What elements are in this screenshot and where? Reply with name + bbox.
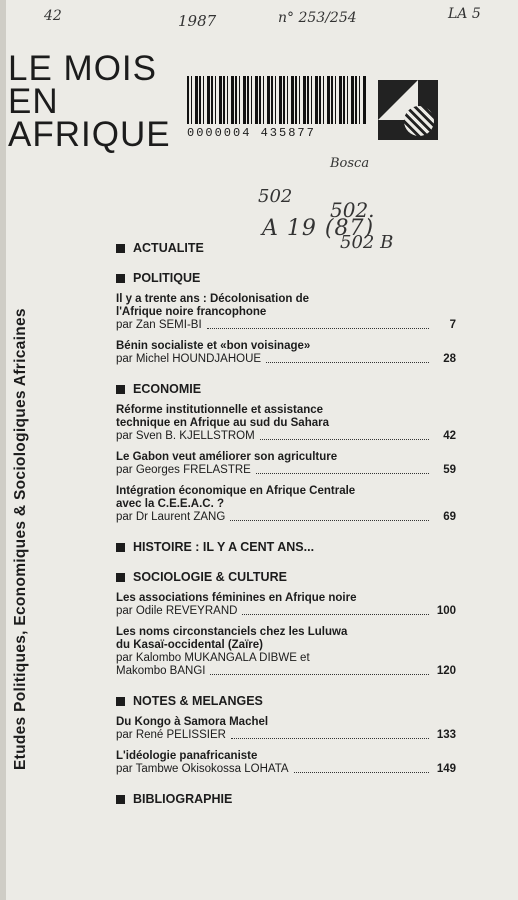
leader-dots <box>230 520 429 521</box>
article-author: par Dr Laurent ZANG <box>116 511 226 523</box>
article-title: Intégration économique en Afrique Centrale <box>116 485 356 497</box>
square-bullet-icon <box>116 244 125 253</box>
barcode <box>187 76 367 140</box>
section-heading: ECONOMIE <box>133 382 202 396</box>
leader-dots <box>294 772 429 773</box>
section-heading: NOTES & MELANGES <box>133 694 263 708</box>
article-author: par Sven B. KJELLSTROM <box>116 430 255 442</box>
toc-entry <box>116 293 456 332</box>
toc-section <box>116 792 456 806</box>
article-author: par René PELISSIER <box>116 729 226 741</box>
masthead-line: AFRIQUE <box>8 115 171 154</box>
article-title: avec la C.E.E.A.C. ? <box>116 498 225 510</box>
author-page-row <box>116 319 456 332</box>
handwritten-note-42: 42 <box>44 8 62 24</box>
article-author: par Kalombo MUKANGALA DIBWE et <box>116 652 310 664</box>
section-heading: SOCIOLOGIE & CULTURE <box>133 570 287 584</box>
handwritten-note-e: Bosca <box>330 156 370 171</box>
article-title: Du Kongo à Samora Machel <box>116 716 269 728</box>
leader-dots <box>256 473 429 474</box>
toc-entry <box>116 592 456 618</box>
article-title: l'Afrique noire francophone <box>116 306 267 318</box>
square-bullet-icon <box>116 543 125 552</box>
page-number: 149 <box>436 763 456 775</box>
handwritten-issue-number: n° 253/254 <box>278 10 357 26</box>
page-number: 42 <box>443 430 456 442</box>
section-heading: HISTOIRE : IL Y A CENT ANS... <box>133 540 315 554</box>
toc-entry <box>116 626 456 678</box>
leader-dots <box>207 328 429 329</box>
page-edge <box>0 0 6 900</box>
toc-entry <box>116 485 456 524</box>
leader-dots <box>260 439 429 440</box>
article-author: Makombo BANGI <box>116 665 206 677</box>
article-title: Le Gabon veut améliorer son agriculture <box>116 451 338 463</box>
toc-section <box>116 540 456 554</box>
article-author: par Odile REVEYRAND <box>116 605 238 617</box>
article-author: par Michel HOUNDJAHOUE <box>116 353 262 365</box>
article-title: Il y a trente ans : Décolonisation de <box>116 293 309 305</box>
page-number: 69 <box>443 511 456 523</box>
masthead-line: LE MOIS <box>8 49 157 88</box>
page-number: 133 <box>436 729 456 741</box>
barcode-number: 0000004 435877 <box>187 126 316 140</box>
toc-entry <box>116 340 456 366</box>
toc-section <box>116 271 456 285</box>
toc-entry <box>116 404 456 443</box>
article-title: Réforme institutionnelle et assistance <box>116 404 324 416</box>
handwritten-note-a: 502 <box>258 186 293 207</box>
handwritten-note-b: A 19 (87) <box>262 216 375 241</box>
leader-dots <box>231 738 429 739</box>
toc-entry <box>116 451 456 477</box>
masthead-line: EN <box>8 82 59 121</box>
toc-section <box>116 694 456 708</box>
toc-entry <box>116 750 456 776</box>
toc-section <box>116 570 456 584</box>
toc-entry <box>116 716 456 742</box>
section-heading: ACTUALITE <box>133 241 204 255</box>
page-number: 7 <box>449 319 456 331</box>
author-page-row <box>116 464 456 477</box>
masthead-title <box>8 49 171 154</box>
page-number: 59 <box>443 464 456 476</box>
author-page-row <box>116 605 456 618</box>
author-page-row <box>116 430 456 443</box>
leader-dots <box>210 674 429 675</box>
section-heading: BIBLIOGRAPHIE <box>133 792 233 806</box>
publisher-logo-icon <box>378 80 438 140</box>
square-bullet-icon <box>116 274 125 283</box>
handwritten-year: 1987 <box>178 12 217 30</box>
author-page-row <box>116 353 456 366</box>
author-page-row <box>116 763 456 776</box>
logo-rosette <box>404 106 434 136</box>
toc-section <box>116 382 456 396</box>
barcode-bars <box>187 76 367 124</box>
square-bullet-icon <box>116 573 125 582</box>
article-title: du Kasaï-occidental (Zaïre) <box>116 639 263 651</box>
author-page-row <box>116 729 456 742</box>
article-title: Bénin socialiste et «bon voisinage» <box>116 340 311 352</box>
handwritten-code: LA 5 <box>448 6 481 22</box>
leader-dots <box>242 614 429 615</box>
page-number: 120 <box>436 665 456 677</box>
article-title: Les noms circonstanciels chez les Luluwa <box>116 626 348 638</box>
article-author: par Zan SEMI-BI <box>116 319 202 331</box>
article-title: L'idéologie panafricaniste <box>116 750 258 762</box>
article-title: technique en Afrique au sud du Sahara <box>116 417 329 429</box>
handwritten-note-d: 502 B <box>340 232 394 253</box>
article-author: par Tambwe Okisokossa LOHATA <box>116 763 289 775</box>
toc-section <box>116 241 456 255</box>
square-bullet-icon <box>116 385 125 394</box>
square-bullet-icon <box>116 697 125 706</box>
article-title: Les associations féminines en Afrique noire <box>116 592 357 604</box>
page-number: 100 <box>436 605 456 617</box>
spine-subtitle: Etudes Politiques, Economiques & Sociologiques Africaines <box>12 308 29 770</box>
section-heading: POLITIQUE <box>133 271 201 285</box>
table-of-contents <box>116 225 456 806</box>
page-number: 28 <box>443 353 456 365</box>
leader-dots <box>266 362 429 363</box>
author-page-row <box>116 511 456 524</box>
square-bullet-icon <box>116 795 125 804</box>
author-page-row <box>116 665 456 678</box>
article-author: par Georges FRELASTRE <box>116 464 251 476</box>
handwritten-note-c: 502. <box>330 198 375 222</box>
